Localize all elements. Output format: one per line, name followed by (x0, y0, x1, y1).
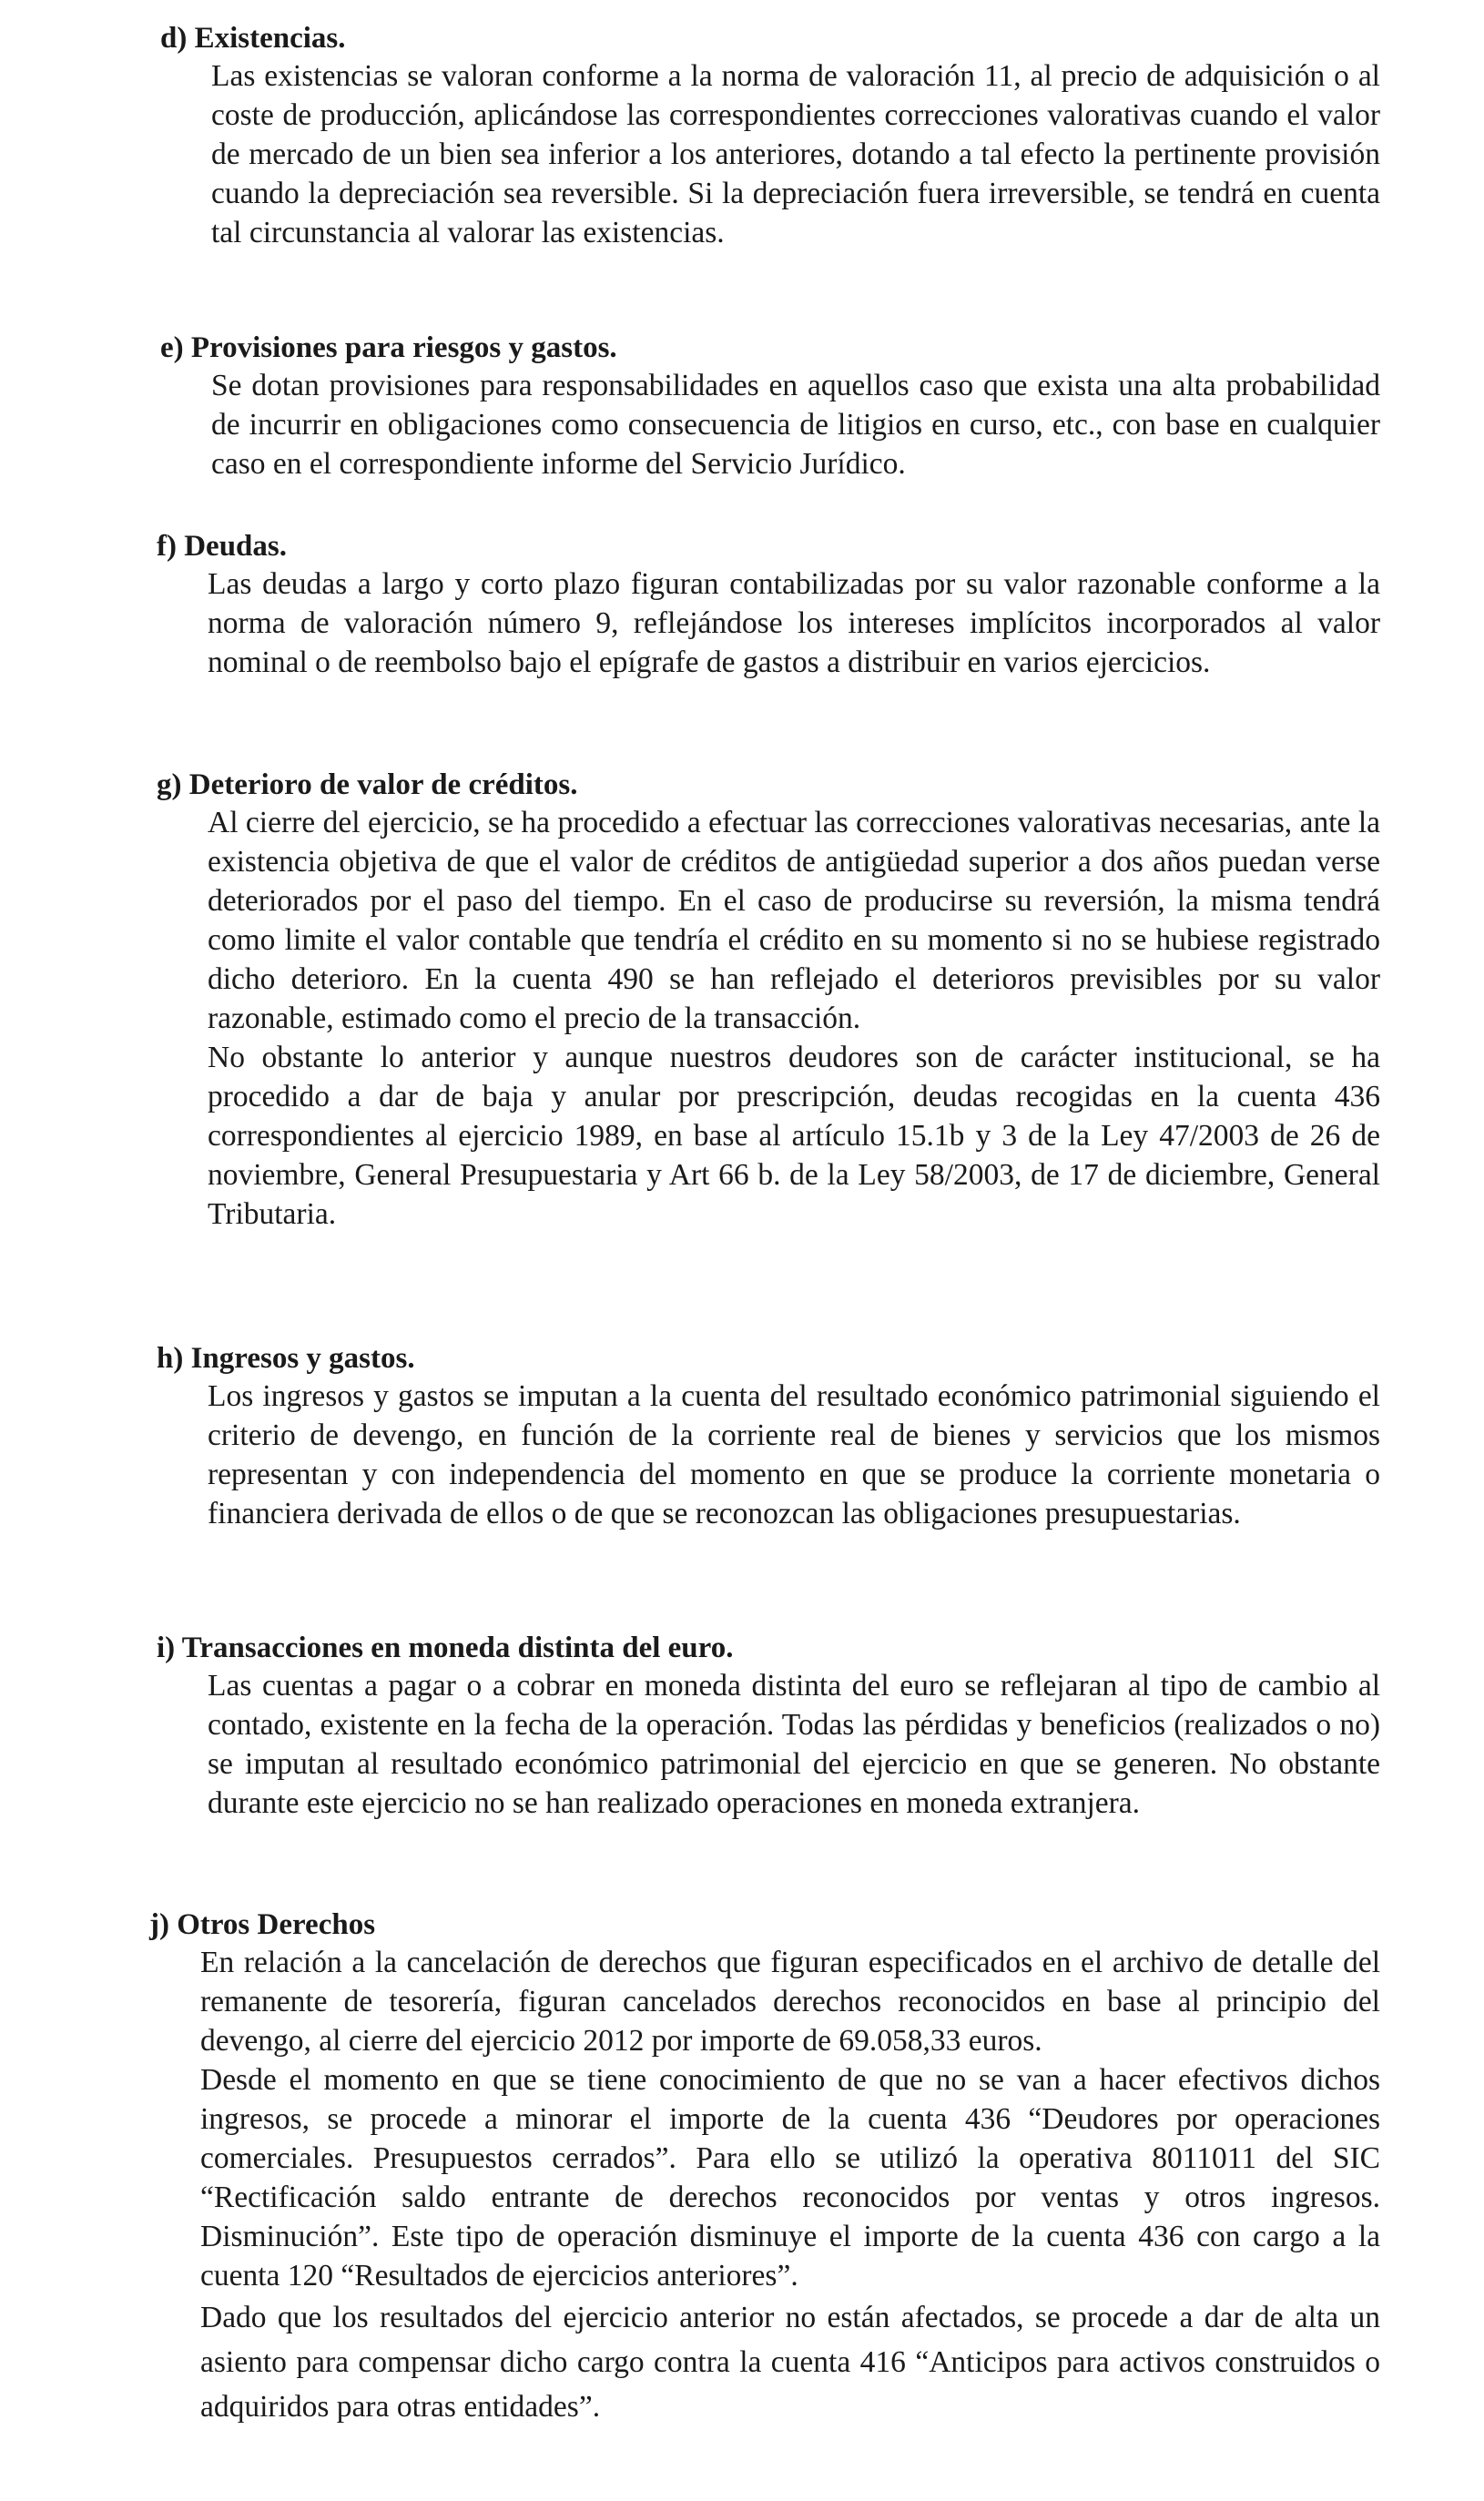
section-transacciones-moneda (157, 1630, 1380, 1823)
section-paragraph: Dado que los resultados del ejercicio anterior no están afectados, se procede a dar de alta un asiento para compensar dicho cargo contra la cuenta 416 “Anticipos para activos construidos o adquiridos para otras entidades”. (200, 2301, 1380, 2424)
section-paragraph: Se dotan provisiones para responsabilidades en aquellos caso que exista una alta probabilidad de incurrir en obligaciones como consecuencia de litigios en curso, etc., con base en cualquier caso en el correspondiente informe del Servicio Jurídico. (211, 369, 1380, 481)
section-ingresos-gastos (157, 1340, 1380, 1533)
section-heading: j) Otros Derechos (149, 1908, 376, 1941)
section-heading: d) Existencias. (160, 22, 346, 55)
section-heading: e) Provisiones para riesgos y gastos. (160, 331, 617, 364)
section-heading: i) Transacciones en moneda distinta del euro. (157, 1632, 734, 1664)
section-deudas (157, 528, 1380, 682)
section-paragraph: No obstante lo anterior y aunque nuestros deudores son de carácter institucional, se ha procedido a dar de baja y anular por prescripción, deudas recogidas en la cuenta 436 correspondientes al ejercicio 1989, en base al artículo 15.1b y 3 de la Ley 47/2003 de 26 de noviembre, General Presupuestaria y Art 66 b. de la Ley 58/2003, de 17 de diciembre, General Tributaria. (208, 1041, 1380, 1231)
section-paragraph: En relación a la cancelación de derechos que figuran especificados en el archivo de detalle del remanente de tesorería, figuran cancelados derechos reconocidos en base al principio del devengo, al cierre del ejercicio 2012 por importe de 69.058,33 euros. (200, 1946, 1380, 2058)
section-paragraph: Las existencias se valoran conforme a la norma de valoración 11, al precio de adquisición o al coste de producción, aplicándose las correspondientes correcciones valorativas cuando el valor de mercado de un bien sea inferior a los anteriores, dotando a tal efecto la pertinente provisión cuando la depreciación sea reversible. Si la depreciación fuera irreversible, se tendrá en cuenta tal circunstancia al valorar las existencias. (211, 59, 1380, 249)
section-otros-derechos (149, 1906, 1380, 2429)
section-heading: h) Ingresos y gastos. (157, 1342, 415, 1375)
section-deterioro-creditos (157, 767, 1380, 1234)
section-provisiones (160, 330, 1380, 483)
section-heading: f) Deudas. (157, 530, 288, 563)
section-paragraph: Los ingresos y gastos se imputan a la cuenta del resultado económico patrimonial siguiendo el criterio de devengo, en función de la corriente real de bienes y servicios que los mismos representan y con independencia del momento en que se produce la corriente monetaria o financiera derivada de ellos o de que se reconozcan las obligaciones presupuestarias. (208, 1379, 1380, 1530)
section-paragraph: Las cuentas a pagar o a cobrar en moneda distinta del euro se reflejaran al tipo de cambio al contado, existente en la fecha de la operación. Todas las pérdidas y beneficios (realizados o no) se imputan al resultado económico patrimonial del ejercicio en que se generen. No obstante durante este ejercicio no se han realizado operaciones en moneda extranjera. (208, 1669, 1380, 1820)
section-existencias (160, 20, 1380, 252)
section-paragraph: Al cierre del ejercicio, se ha procedido a efectuar las correcciones valorativas necesarias, ante la existencia objetiva de que el valor de créditos de antigüedad superior a dos años puedan verse deteriorados por el paso del tiempo. En el caso de producirse su reversión, la misma tendrá como limite el valor contable que tendría el crédito en su momento si no se hubiese registrado dicho deterioro. En la cuenta 490 se han reflejado el deterioros previsibles por su valor razonable, estimado como el precio de la transacción. (208, 806, 1380, 1035)
section-paragraph: Desde el momento en que se tiene conocimiento de que no se van a hacer efectivos dichos ingresos, se procede a minorar el importe de la cuenta 436 “Deudores por operaciones comerciales. Presupuestos cerrados”. Para ello se utilizó la operativa 8011011 del SIC “Rectificación saldo entrante de derechos reconocidos por ventas y otros ingresos. Disminución”. Este tipo de operación disminuye el importe de la cuenta 436 con cargo a la cuenta 120 “Resultados de ejercicios anteriores”. (200, 2063, 1380, 2293)
section-heading: g) Deterioro de valor de créditos. (157, 768, 578, 801)
section-paragraph: Las deudas a largo y corto plazo figuran contabilizadas por su valor razonable conforme a la norma de valoración número 9, reflejándose los intereses implícitos incorporados al valor nominal o de reembolso bajo el epígrafe de gastos a distribuir en varios ejercicios. (208, 567, 1380, 679)
